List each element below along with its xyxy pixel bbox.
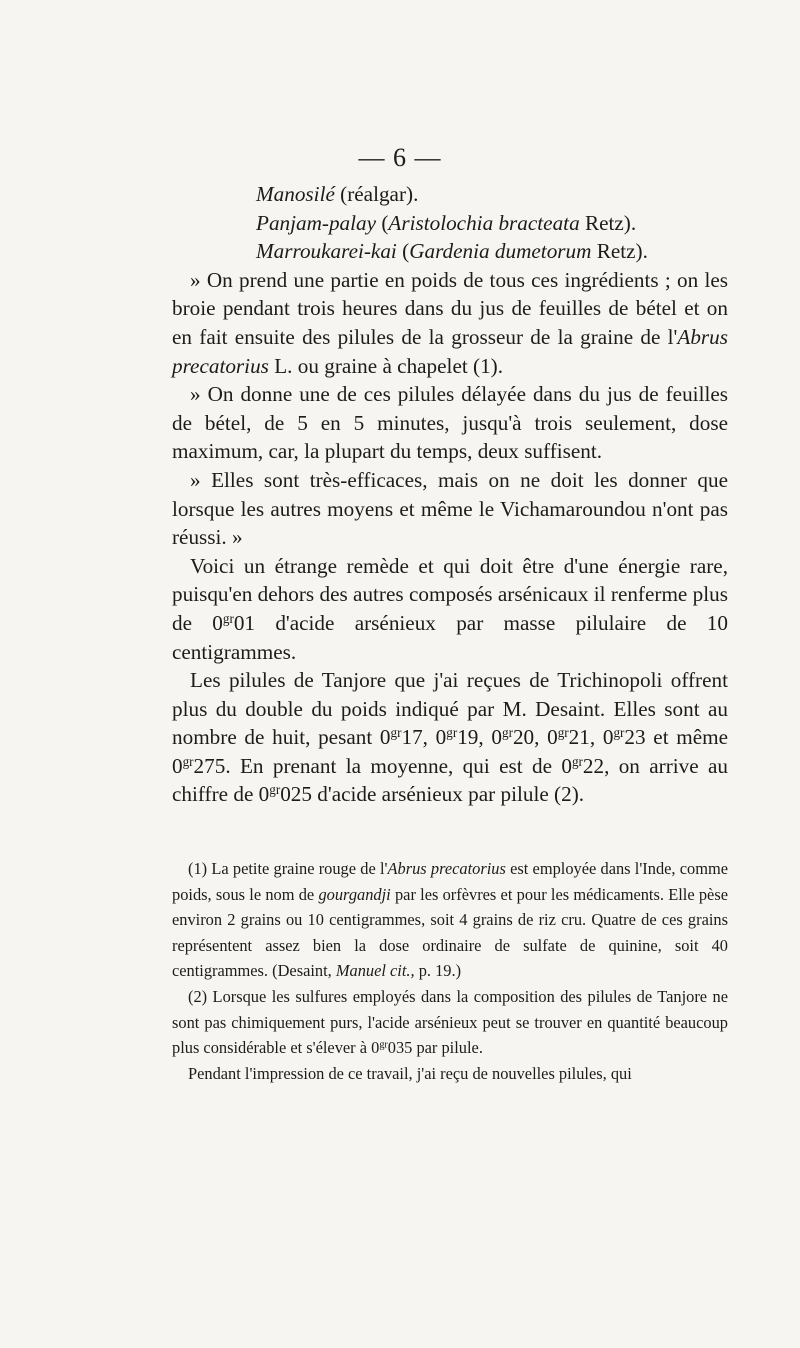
ingredient-desc: Retz). xyxy=(579,210,637,235)
unit-superscript: gr xyxy=(222,610,234,626)
text-run: 025 d'acide arsénieux par pilule (2). xyxy=(280,782,585,807)
text-run: L. ou graine à chapelet (1). xyxy=(268,353,504,378)
text-run: 21, 0 xyxy=(568,725,614,750)
page-number: — 6 — xyxy=(358,143,442,172)
paragraph-2: » On donne une de ces pilules délayée dans du jus de feuilles de bétel, de 5 en 5 minutes, jusqu'à trois seulement, dose maximum, car, la plupart du temps, deux suffisent. xyxy=(172,382,728,464)
italic-run: gourgandji xyxy=(318,884,391,904)
text-run: 275. En prenant la moyenne, qui est de 0 xyxy=(193,753,572,778)
footnote-2 xyxy=(172,984,728,1061)
text-run: Voici un étrange remède et qui doit être d'une énergie rare, puisqu'en dehors des autres composés arsénicaux il renferme plus de 0 xyxy=(172,553,728,635)
text-run: 23 et même 0 xyxy=(172,725,729,778)
ingredient-line-1 xyxy=(172,180,728,209)
text-run: 035 par pilule. xyxy=(387,1038,483,1058)
ingredient-name: Marroukarei-kai xyxy=(256,239,397,264)
text-run: est employée dans l'Inde, comme poids, sous le nom de xyxy=(172,859,728,904)
paren-open: ( xyxy=(376,210,389,235)
unit-superscript: gr xyxy=(557,725,569,741)
ingredient-desc: (réalgar). xyxy=(334,182,419,206)
text-run: p. 19.) xyxy=(414,961,462,981)
unit-superscript: gr xyxy=(613,725,625,741)
unit-superscript: gr xyxy=(269,782,281,798)
footnote-1 xyxy=(172,856,728,984)
unit-superscript: gr xyxy=(379,1039,388,1051)
ingredient-name: Manosilé xyxy=(256,182,335,206)
text-run: 19, 0 xyxy=(457,725,502,750)
paragraph-3: » Elles sont très-efficaces, mais on ne doit les donner que lorsque les autres moyens et même le Vichamaroundou n'ont pas réussi. » xyxy=(172,467,728,550)
unit-superscript: gr xyxy=(182,753,194,769)
footnote-3: Pendant l'impression de ce travail, j'ai reçu de nouvelles pilules, qui xyxy=(188,1063,632,1083)
text-run: Les pilules de Tanjore que j'ai reçues de Trichinopoli offrent plus du double du poids indiqué par M. Desaint. Elles sont au nombre de huit, pesant 0 xyxy=(172,668,728,750)
unit-superscript: gr xyxy=(446,725,458,741)
main-text xyxy=(172,180,728,809)
italic-run: Abrus precatorius xyxy=(172,324,728,378)
text-run: (2) Lorsque les sulfures employés dans la composition des pilules de Tanjore ne sont pas chimiquement purs, l'acide arsénieux peut se trouver en quantité beaucoup plus considérable et s'élever à 0 xyxy=(172,986,728,1058)
unit-superscript: gr xyxy=(502,725,513,741)
ingredient-line-2 xyxy=(172,209,728,238)
ingredient-desc: Retz). xyxy=(591,239,648,264)
text-run: par les orfèvres et pour les médicaments. Elle pèse environ 2 grains ou 10 centigrammes, soit 4 grains de riz cru. Quatre de ces grains représentent assez bien la dose ordinaire de sulfate de quinine, soit 40 centigrammes. (Desaint, xyxy=(172,884,728,981)
unit-superscript: gr xyxy=(571,753,583,769)
paragraph-5 xyxy=(172,666,728,809)
footnotes xyxy=(172,856,728,1086)
paren-open: ( xyxy=(396,239,410,264)
italic-run: Manuel cit., xyxy=(335,961,415,981)
text-run: 20, 0 xyxy=(512,725,558,750)
ingredient-line-3 xyxy=(172,237,728,266)
botanical-name: Gardenia dumetorum xyxy=(409,239,592,264)
unit-superscript: gr xyxy=(390,725,402,741)
botanical-name: Aristolochia bracteata xyxy=(388,210,580,235)
text-run: 17, 0 xyxy=(401,725,447,750)
text-run: 22, on arrive au chiffre de 0 xyxy=(172,753,728,807)
text-run: 01 d'acide arsénieux par masse pilulaire de 10 centigrammes. xyxy=(172,610,728,664)
ingredient-name: Panjam-palay xyxy=(256,210,377,235)
paragraph-1 xyxy=(172,266,728,380)
italic-run: Abrus precatorius xyxy=(387,859,506,878)
text-run: » On prend une partie en poids de tous ces ingrédients ; on les broie pendant trois heures dans du jus de feuilles de bétel et on en fait ensuite des pilules de la grosseur de la graine de l' xyxy=(172,267,728,349)
paragraph-4 xyxy=(172,552,728,666)
text-run: (1) La petite graine rouge de l' xyxy=(188,859,388,878)
